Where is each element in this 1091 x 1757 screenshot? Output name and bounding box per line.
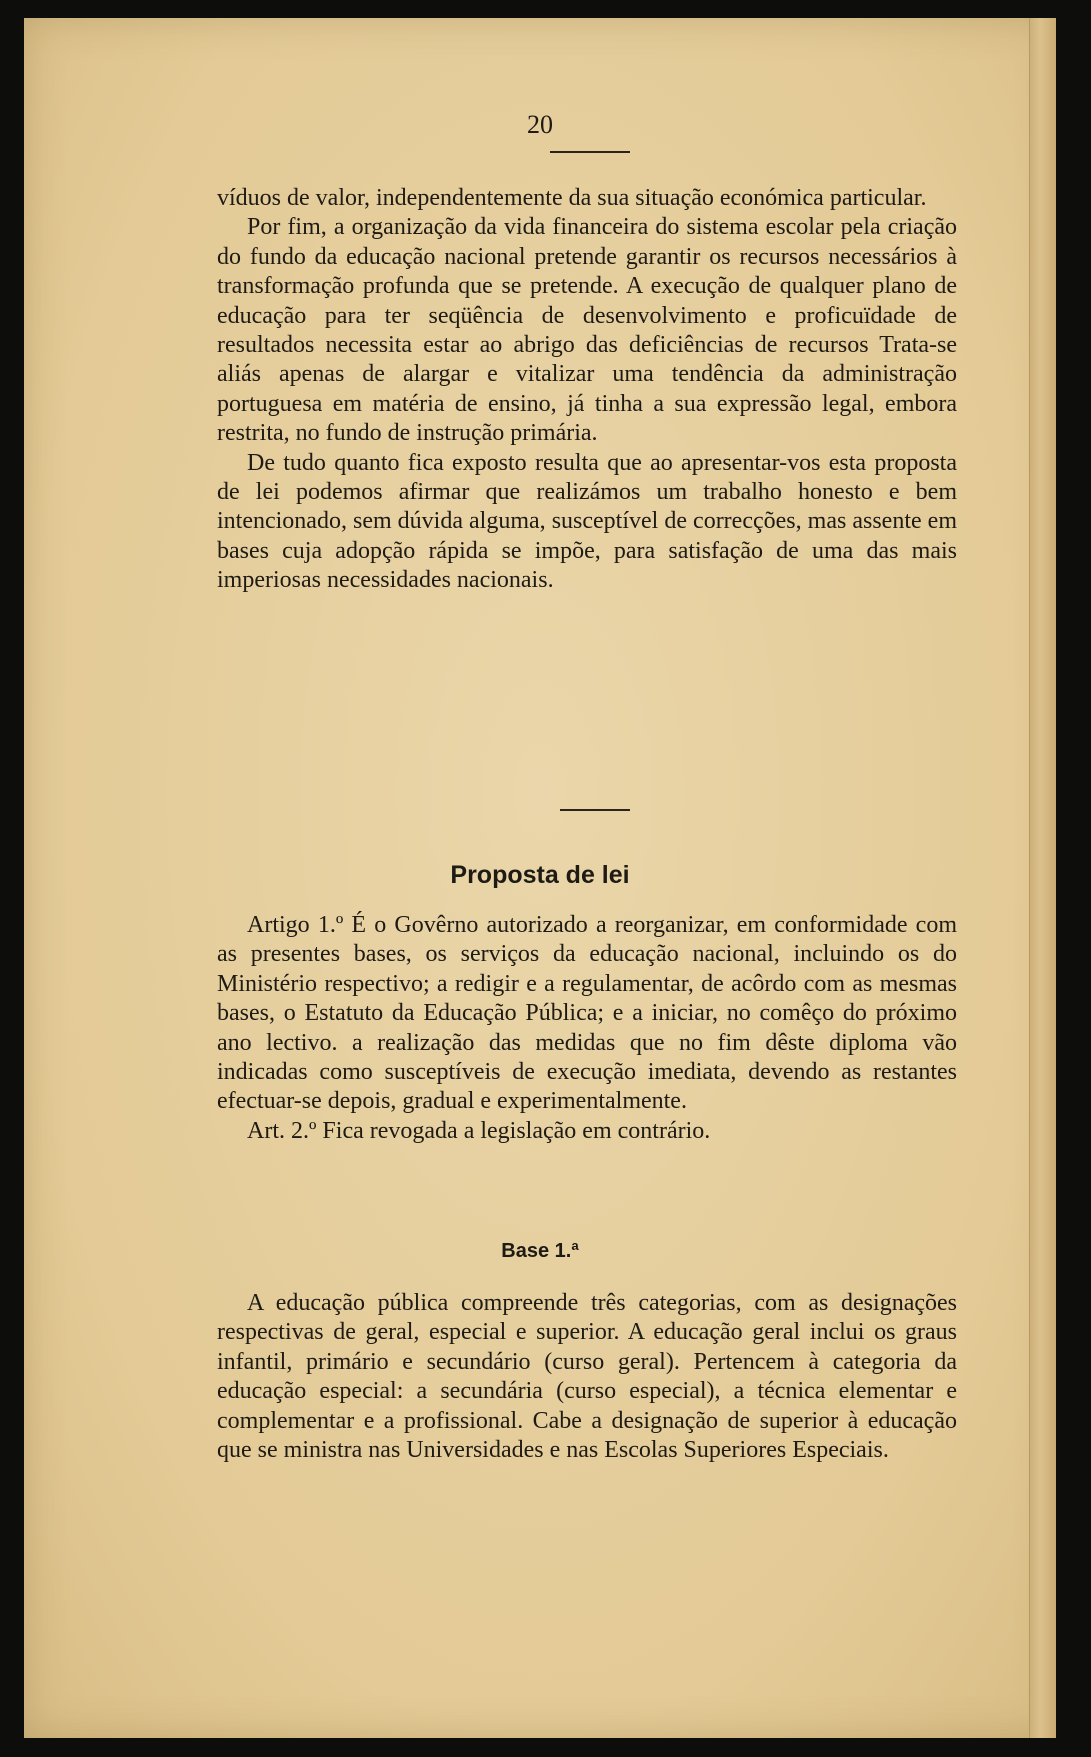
page-number-rule [550, 151, 630, 153]
paragraph-conclusion: De tudo quanto fica exposto resulta que ao apresentar-vos esta proposta de lei podemos afirmar que realizámos um trabalho honesto e bem intencionado, sem dúvida alguma, susceptível de correcções, mas assente em bases cuja adopção rápida se impõe, para satisfação de uma das mais imperiosas necessidades nacionais. [217, 449, 957, 594]
article-1: Artigo 1.º É o Govêrno autorizado a reorganizar, em conformidade com as presentes bases, os serviços da educação nacional, incluindo os do Ministério respectivo; a redigir e a regulamentar, de acôrdo com as mesmas bases, o Estatuto da Educação Pública; e a iniciar, no comêço do próximo ano lectivo. a realização das medidas que no fim dêste diploma vão indicadas como susceptíveis de execução imediata, devendo as restantes efectuar-se depois, gradual e experimentalmente. [217, 912, 957, 1115]
proposal-heading: Proposta de lei [450, 861, 630, 889]
paragraph-continuation: víduos de valor, independentemente da sua situação económica particular. [217, 185, 927, 211]
opening-text [217, 184, 957, 596]
paragraph-financial-organization: Por fim, a organização da vida financeira do sistema escolar pela criação do fundo da educação nacional pretende garantir os recursos necessários à transformação profunda que se pretende. A execução de qualquer plano de educação para ter seqüência de desenvolvimento e proficuïdade de resultados necessita estar ao abrigo das deficiências de recursos Trata-se aliás apenas de alargar e vitalizar uma tendência da administração portuguesa em matéria de ensino, já tinha a sua expressão legal, embora restrita, no fundo de instrução primária. [217, 214, 957, 447]
proposal-articles [217, 911, 957, 1146]
page-number: 20 [527, 110, 553, 139]
document-page [24, 18, 1056, 1738]
base-1-heading: Base 1.ª [501, 1240, 579, 1262]
base-1-text-block [217, 1289, 957, 1465]
base-1-text: A educação pública compreende três categorias, com as designações respectivas de geral, especial e superior. A educação geral inclui os graus infantil, primário e secundário (curso geral). Pertencem à categoria da educação especial: a secundária (curso especial), a técnica elementar e complementar e a profissional. Cabe a designação de superior à educação que se ministra nas Universidades e nas Escolas Superiores Especiais. [217, 1290, 957, 1464]
section-separator [560, 809, 630, 811]
article-2: Art. 2.º Fica revogada a legislação em contrário. [247, 1117, 711, 1144]
